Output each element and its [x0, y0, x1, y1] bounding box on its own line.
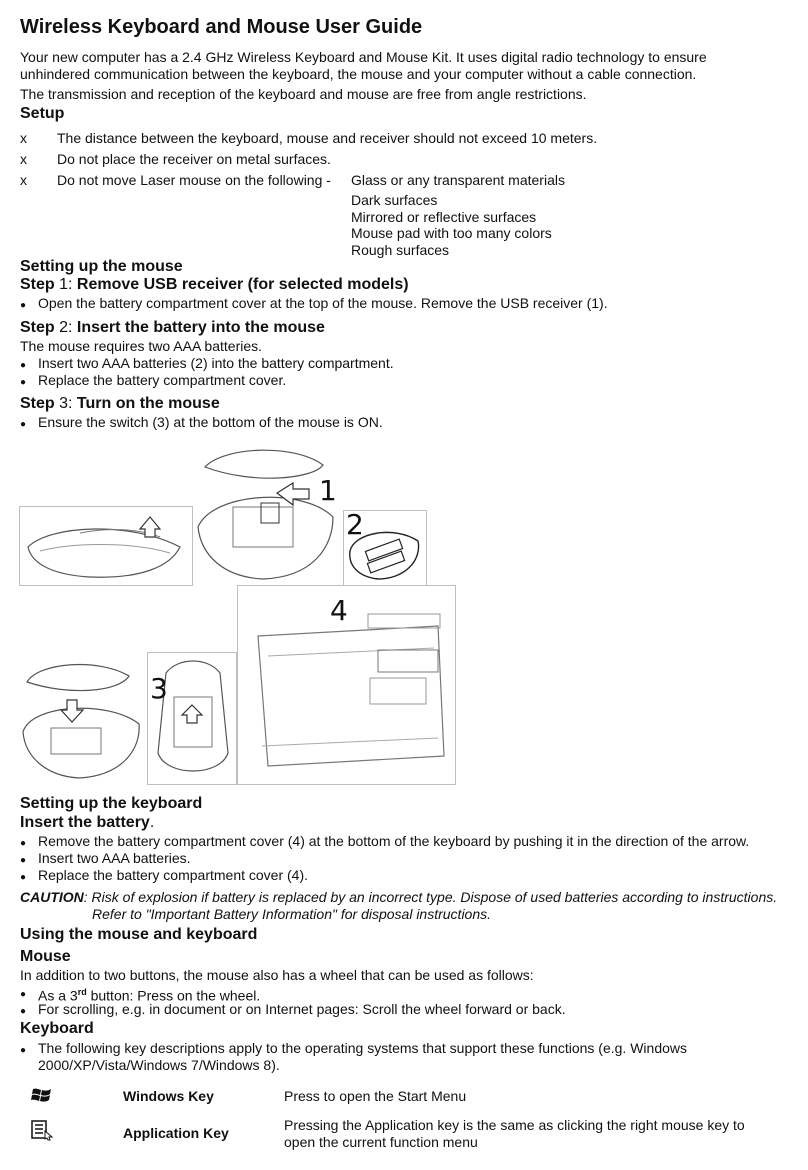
keyboard-heading: Keyboard: [20, 1020, 94, 1037]
using-heading: Using the mouse and keyboard: [20, 926, 258, 943]
keyboard-info-line-2: 2000/XP/Vista/Windows 7/Windows 8).: [38, 1057, 280, 1073]
keyboard-info-line-1: ● The following key descriptions apply to the operating systems that support these functions (e.g. Windows: [38, 1040, 687, 1057]
surface-item: Mirrored or reflective surfaces: [351, 209, 537, 225]
setup-item-2: Do not place the receiver on metal surfaces.: [57, 151, 331, 167]
page-title: Wireless Keyboard and Mouse User Guide: [20, 16, 423, 38]
mouse-bullet-1-sup: rd: [77, 987, 87, 997]
mouse-bullet-1-a: As a 3: [38, 987, 78, 1004]
step-number: 1:: [54, 276, 77, 293]
step-2-bullet-2: ● Replace the battery compartment cover.: [38, 372, 286, 389]
windows-key-name: Windows Key: [123, 1088, 214, 1104]
insert-battery-title: Insert the battery: [20, 814, 150, 831]
mouse-bullet-1-b: button: Press on the wheel.: [86, 987, 261, 1004]
step-1-heading: [20, 276, 409, 294]
keyboard-bullet-1: ● Remove the battery compartment cover (4) at the bottom of the keyboard by pushing it in the direction of the arrow.: [38, 833, 749, 850]
intro-line-2: unhindered communication between the keyboard, the mouse and your computer without a cable connection.: [20, 66, 697, 82]
setup-heading: Setup: [20, 105, 65, 122]
caution-refer: Refer to ": [92, 906, 151, 922]
mouse-side-figure: [19, 506, 193, 586]
mouse-heading: Mouse: [20, 948, 71, 965]
setup-item-3: Do not move Laser mouse on the following -: [57, 172, 331, 188]
mouse-open-illustration: [193, 437, 341, 584]
step-title: Turn on the mouse: [76, 395, 220, 412]
application-key-name: Application Key: [123, 1125, 229, 1141]
figure-number-2: 2: [346, 508, 364, 541]
caution-line-2: [92, 906, 491, 923]
windows-key-desc: Press to open the Start Menu: [284, 1088, 467, 1104]
mouse-bullet-2: ● For scrolling, e.g. in document or on Internet pages: Scroll the wheel forward or back.: [38, 1001, 566, 1018]
step-3-heading: [20, 395, 220, 413]
surface-item: Dark surfaces: [351, 192, 438, 208]
caution-text: : Risk of explosion if battery is replaced by an incorrect type. Dispose of used batteries according to instructions.: [83, 889, 778, 905]
step-word: Step: [20, 319, 55, 336]
keyboard-bullet-3: ● Replace the battery compartment cover (4).: [38, 867, 308, 884]
step-word: Step: [20, 276, 55, 293]
application-key-desc-2: open the current function menu: [284, 1134, 478, 1150]
caution-refer-end: " for disposal instructions.: [331, 906, 492, 922]
surface-item: Mouse pad with too many colors: [351, 225, 552, 241]
mouse-battery-insert-illustration: [19, 652, 145, 783]
intro-line-3: The transmission and reception of the keyboard and mouse are free from angle restrictions.: [20, 86, 587, 102]
surface-item: Rough surfaces: [351, 242, 450, 258]
step-title: Remove USB receiver (for selected models): [76, 276, 409, 293]
setup-marker-3: x: [20, 172, 27, 188]
caution-line-1: [20, 889, 777, 906]
application-menu-icon: [30, 1119, 56, 1141]
intro-line-1: Your new computer has a 2.4 GHz Wireless Keyboard and Mouse Kit. It uses digital radio technology to ensure: [20, 49, 707, 65]
figure-number-3: 3: [150, 672, 168, 705]
setup-item-1: The distance between the keyboard, mouse and receiver should not exceed 10 meters.: [57, 130, 598, 146]
mouse-setup-heading: Setting up the mouse: [20, 258, 183, 275]
windows-logo-icon: [30, 1085, 54, 1107]
keyboard-bullet-2: ● Insert two AAA batteries.: [38, 850, 191, 867]
step-2-bullet-1: ● Insert two AAA batteries (2) into the battery compartment.: [38, 355, 394, 372]
mouse-text: In addition to two buttons, the mouse also has a wheel that can be used as follows:: [20, 967, 534, 983]
step-number: 3:: [54, 395, 77, 412]
insert-battery-heading: [20, 814, 154, 832]
mouse-side-illustration: [20, 507, 192, 585]
setup-marker-1: x: [20, 130, 27, 146]
step-3-bullet-1: ● Ensure the switch (3) at the bottom of the mouse is ON.: [38, 414, 383, 431]
mouse-battery-insert-figure: [19, 652, 145, 783]
caution-reference-title: Important Battery Information: [150, 906, 332, 922]
step-number: 2:: [54, 319, 77, 336]
step-1-bullet-1: ● Open the battery compartment cover at the top of the mouse. Remove the USB receiver (1).: [38, 295, 608, 312]
figure-number-1: 1: [319, 474, 337, 507]
figure-number-4: 4: [330, 594, 348, 627]
mouse-receiver-figure: [193, 437, 341, 584]
setup-marker-2: x: [20, 151, 27, 167]
application-key-desc-1: Pressing the Application key is the same as clicking the right mouse key to: [284, 1117, 745, 1133]
caution-label: CAUTION: [20, 889, 84, 905]
step-word: Step: [20, 395, 55, 412]
step-2-heading: [20, 319, 325, 337]
surface-item: Glass or any transparent materials: [351, 172, 565, 188]
step-title: Insert the battery into the mouse: [76, 319, 325, 336]
step-2-text: The mouse requires two AAA batteries.: [20, 338, 263, 354]
keyboard-setup-heading: Setting up the keyboard: [20, 795, 203, 812]
insert-battery-period: .: [149, 814, 155, 831]
